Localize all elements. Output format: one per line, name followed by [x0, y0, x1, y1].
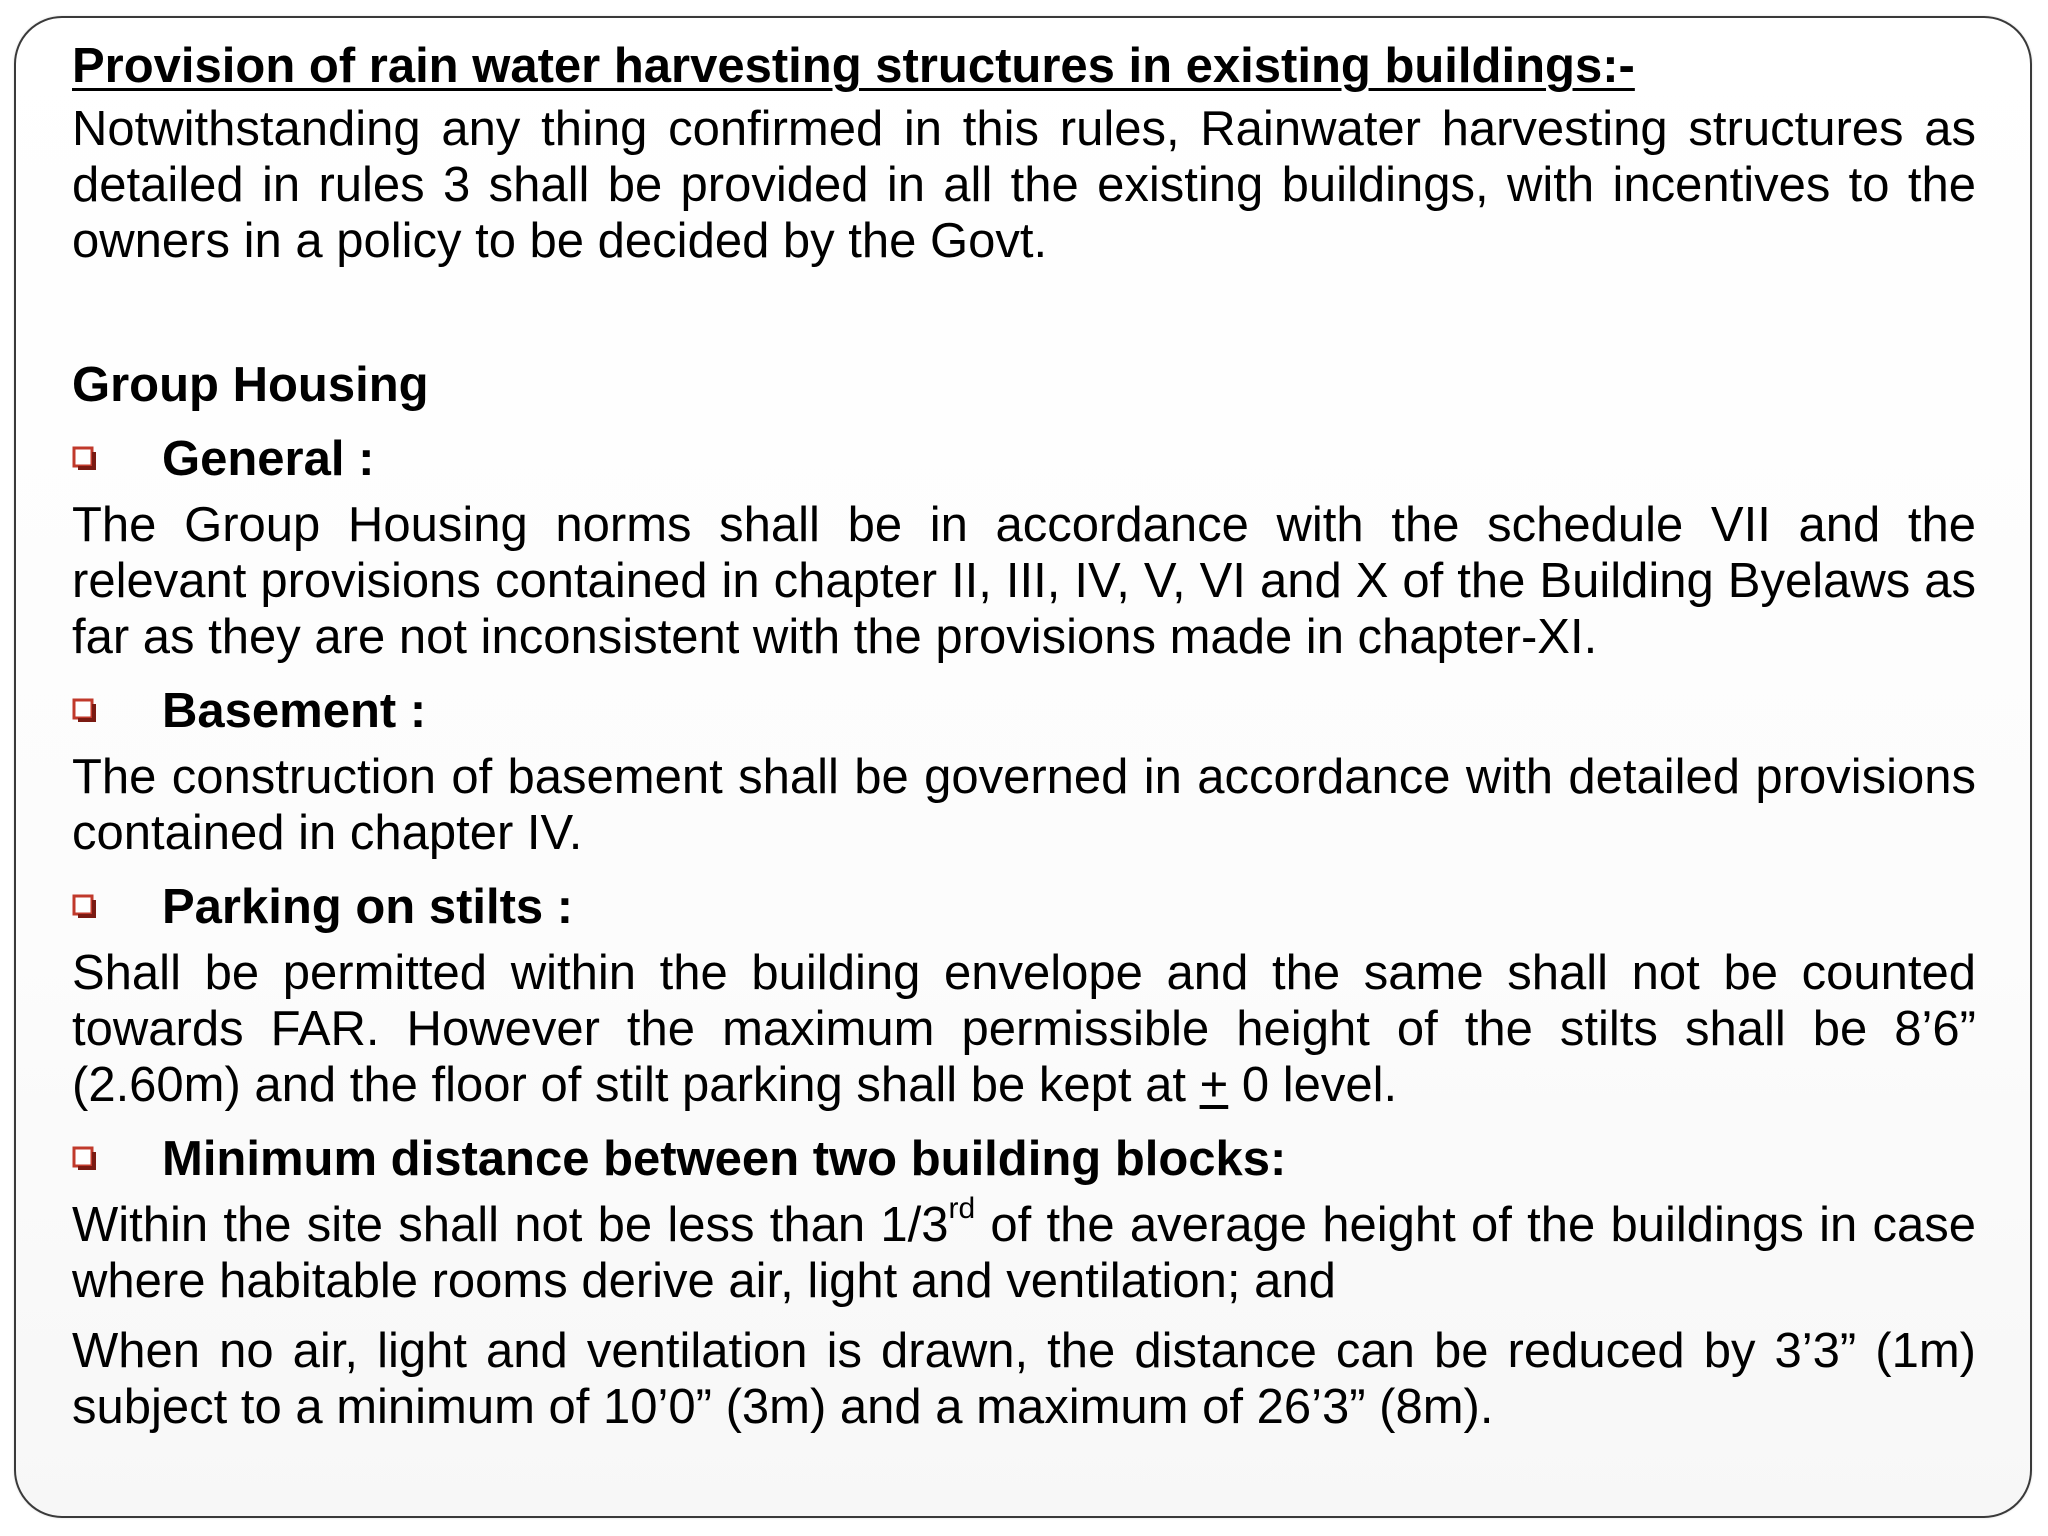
checkbox-bullet-icon — [72, 698, 102, 724]
parking-text-start: Shall be permitted within the building envelope and the same shall not be counted towards FAR. However the maximum permissible height of the stilts shall be 8’6” (2.60m) and the floor of stilt parking shall be kept at — [72, 945, 1976, 1112]
plus-minus-sign: + — [1199, 1057, 1229, 1112]
bullet-label: Minimum distance between two building blocks: — [162, 1131, 1287, 1186]
min-distance-text-start: Within the site shall not be less than 1/3 — [72, 1197, 949, 1252]
bullet-label: Parking on stilts : — [162, 879, 574, 934]
parking-paragraph — [72, 945, 1976, 1113]
checkbox-bullet-icon — [72, 894, 102, 920]
intro-paragraph: Notwithstanding any thing confirmed in this rules, Rainwater harvesting structures as detailed in rules 3 shall be provided in all the existing buildings, with incentives to the owners in a policy to be decided by the Govt. — [72, 101, 1976, 268]
min-distance-paragraph-1 — [72, 1191, 1977, 1309]
parking-text-end: 0 level. — [1228, 1057, 1398, 1112]
min-distance-paragraph-2: When no air, light and ventilation is drawn, the distance can be reduced by 3’3” (1m) subject to a minimum of 10’0” (3m) and a maximum of 26’3” (8m). — [72, 1323, 1976, 1434]
bullet-label: Basement : — [162, 683, 427, 738]
slide-content — [72, 38, 1976, 1435]
section-heading: Group Housing — [72, 357, 429, 412]
checkbox-bullet-icon — [72, 1146, 102, 1172]
ordinal-suffix: rd — [948, 1191, 976, 1225]
slide-title: Provision of rain water harvesting structures in existing buildings:- — [72, 39, 1635, 93]
general-paragraph: The Group Housing norms shall be in accordance with the schedule VII and the relevant provisions contained in chapter II, III, IV, V, VI and X of the Building Byelaws as far as they are not inconsistent with the provisions made in chapter-XI. — [72, 497, 1976, 664]
basement-paragraph: The construction of basement shall be governed in accordance with detailed provisions contained in chapter IV. — [72, 749, 1976, 860]
bullet-label: General : — [162, 431, 375, 486]
bullet-item-basement — [72, 679, 1976, 743]
min-distance-text-end: of the average height of the buildings in case where habitable rooms derive air, light and ventilation; and — [72, 1197, 1977, 1308]
checkbox-bullet-icon — [72, 446, 102, 472]
bullet-item-parking — [72, 875, 1976, 939]
bullet-item-min-distance — [72, 1127, 1976, 1191]
bullet-item-general — [72, 427, 1976, 491]
